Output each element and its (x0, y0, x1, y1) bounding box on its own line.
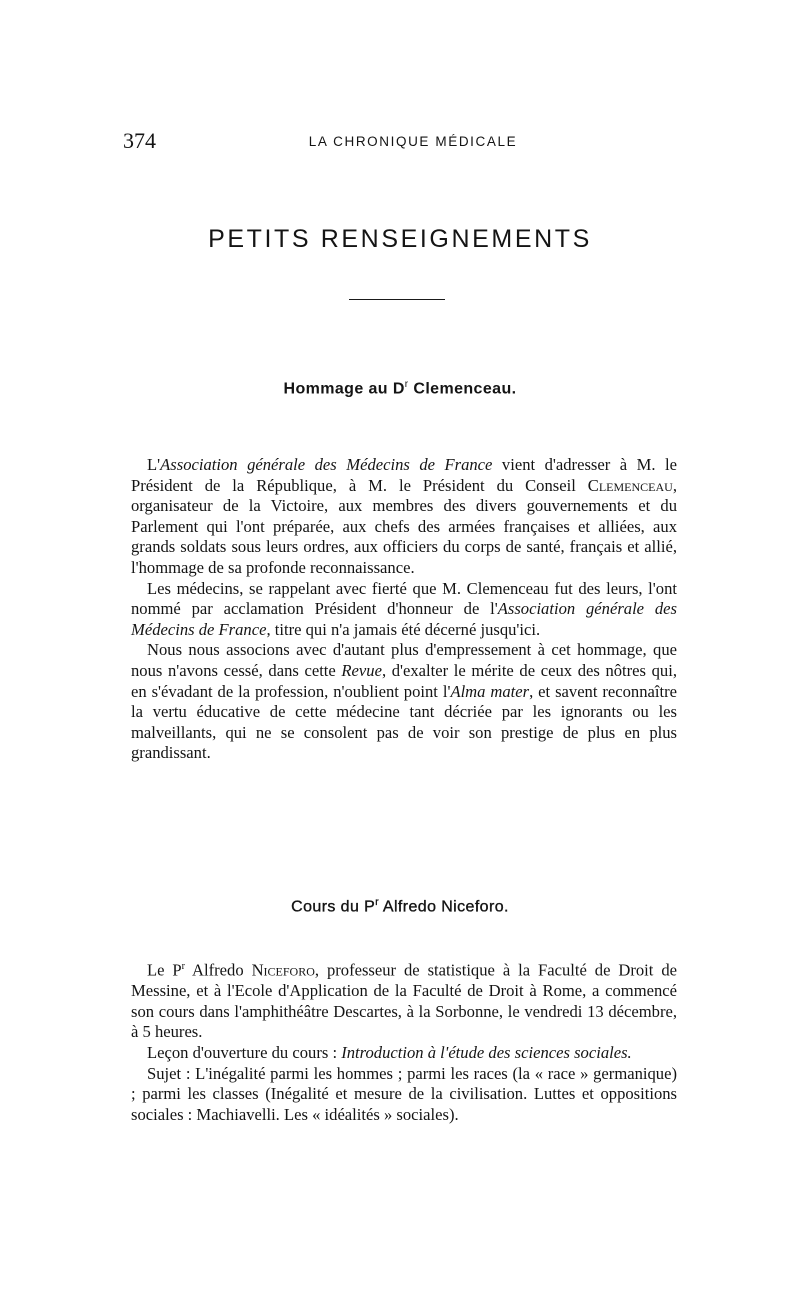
heading-text: Hommage au D (283, 380, 405, 398)
paragraph (131, 579, 677, 641)
text-run: Les médecins, se rappelant avec fierté que M. Clemenceau fut des leurs, l'ont nommé par acclamation Président d'honneur de l' (131, 578, 677, 619)
text-run: Leçon d'ouverture du cours : (147, 1042, 342, 1062)
text-run: , et savent reconnaître la vertu éducative de cette médecine tant décriée par les ignorants ou les malveillants, qui ne se consolent pas de voir son prestige de plus en plus grandissant. (131, 681, 678, 763)
text-run: , titre qui n'a jamais été décerné jusqu'ici. (266, 619, 541, 639)
section-body-hommage (131, 455, 677, 764)
italic-text: Introduction à l'étude des sciences sociales. (341, 1042, 632, 1062)
text-run: Sujet : L'inégalité parmi les hommes ; parmi les races (la « race » germanique) ; parmi les classes (Inégalité et mesure de la civilisation. Luttes et oppositions sociales : Machiavelli. Les « idéalités » sociales). (131, 1063, 677, 1124)
title-divider (349, 299, 445, 300)
italic-text: Association générale des Médecins de France (131, 599, 677, 639)
page-header (123, 128, 703, 158)
section-body-cours (131, 957, 677, 1125)
paragraph (131, 640, 677, 764)
small-caps-name: Clemenceau (587, 475, 673, 495)
heading-superscript: r (375, 897, 379, 908)
paragraph (131, 957, 677, 1043)
text-run: , d'exalter le mérite de ceux des nôtres qui, en s'évadant de la profession, n'oublient point l' (131, 660, 677, 701)
superscript: r (181, 961, 186, 972)
italic-text: Association générale des Médecins de France (160, 455, 493, 474)
paragraph (131, 455, 677, 579)
section-heading-hommage (0, 379, 800, 398)
text-run: Alfredo (185, 960, 252, 980)
running-head: LA CHRONIQUE MÉDICALE (308, 134, 518, 149)
text-run: , organisateur de la Victoire, aux membres des divers gouvernements et du Parlement qui l'ont préparée, aux chefs des armées françaises et alliées, aux grands soldats sous leurs ordres, aux officiers du corps de santé, français et allié, l'hommage de sa profonde reconnaissance. (131, 475, 677, 577)
text-run: vient d'adresser à M. le Président de la République, à M. le Président du Conseil (131, 455, 677, 495)
text-run: L' (147, 455, 161, 474)
italic-text: Alma mater (450, 681, 530, 701)
text-run: , professeur de statistique à la Faculté de Droit de Messine, et à l'Ecole d'Application de la Faculté de Droit à Rome, a commencé son cours dans l'amphithéâtre Descartes, à la Sorbonne, le vendredi 13 décembre, à 5 heures. (131, 960, 677, 1042)
paragraph (131, 1064, 677, 1126)
paragraph (131, 1043, 677, 1064)
text-run: Nous nous associons avec d'autant plus d'empressement à cet hommage, que nous n'avons cessé, dans cette (131, 640, 677, 680)
italic-text: Revue (341, 660, 382, 680)
small-caps-name: Niceforo (251, 960, 315, 980)
heading-text: Clemenceau. (408, 380, 517, 398)
section-heading-cours (0, 897, 800, 916)
text-run: Le P (147, 960, 182, 980)
heading-text: Cours du P (291, 898, 376, 916)
page-number: 374 (123, 128, 156, 153)
heading-text: Alfredo Niceforo. (378, 898, 509, 916)
heading-superscript: r (404, 379, 409, 390)
page-title: PETITS RENSEIGNEMENTS (208, 225, 592, 253)
